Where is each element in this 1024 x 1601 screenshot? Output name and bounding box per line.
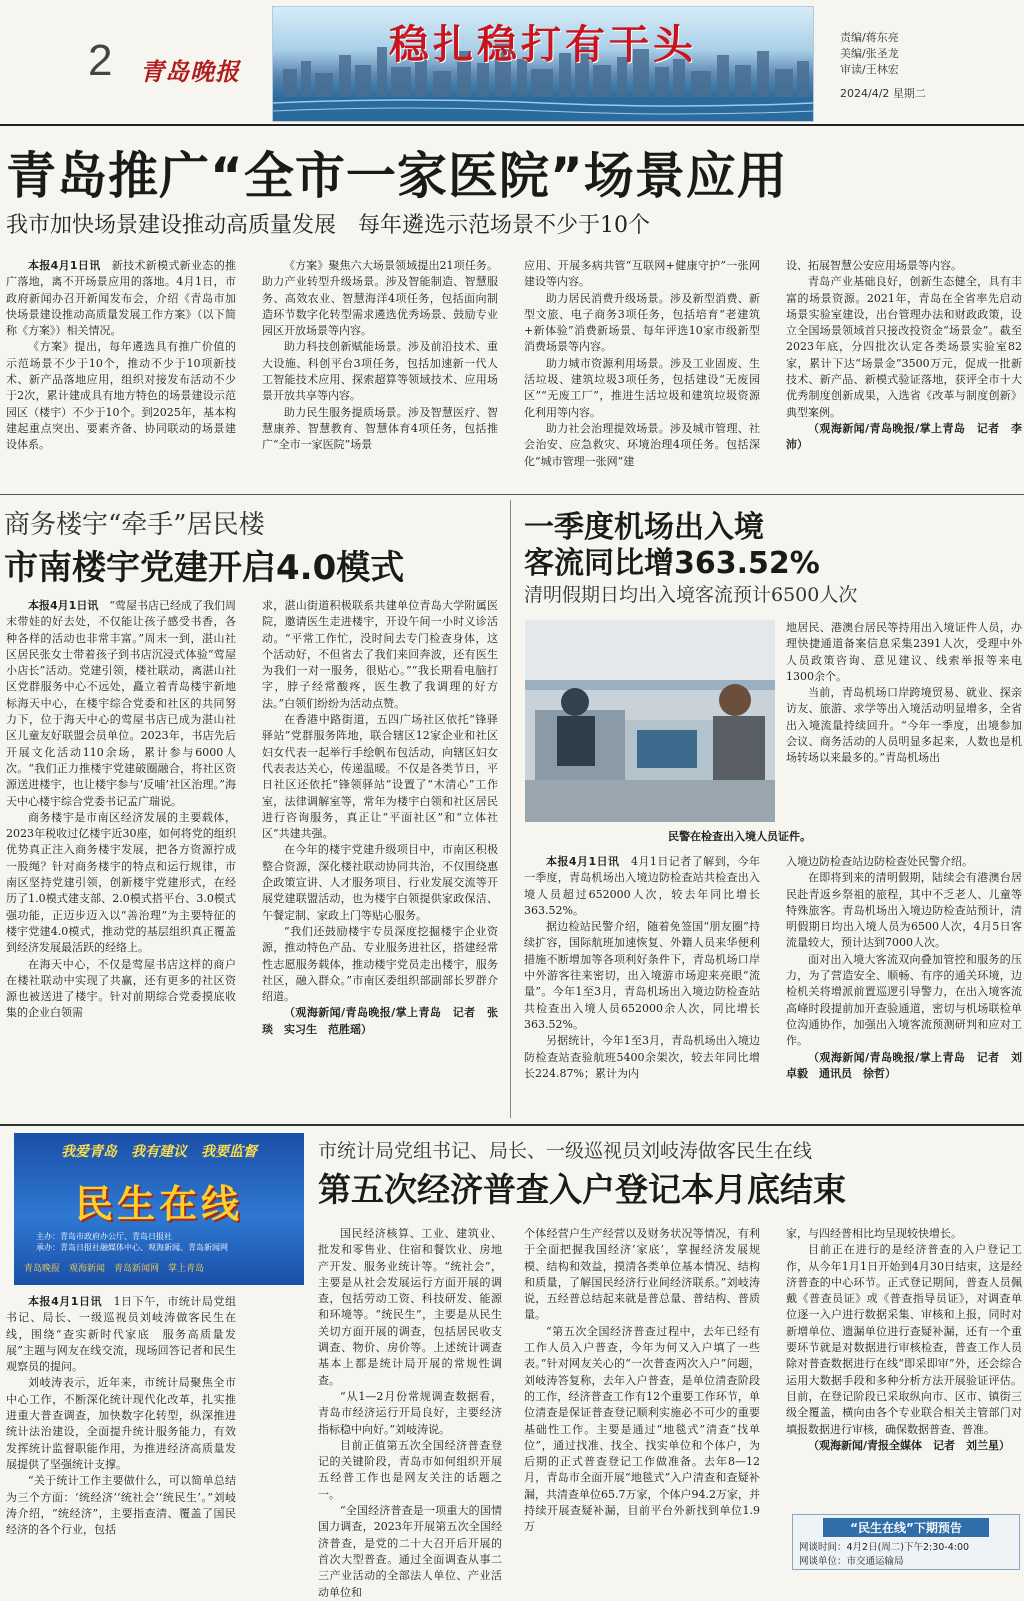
lead-column-4	[786, 258, 1022, 486]
paragraph: 在海天中心，不仅是莺屋书店这样的商户在楼社联动中实现了共赢，还有更多的社区资源也被送进了楼宇。针对前期综合党委摸底收集的企业白领需	[6, 957, 236, 1020]
paragraph: 商务楼宇是市南区经济发展的主要载体，2023年税收过亿楼宇近30座，如何将党的组织优势真正注入商务楼宇发展，把各方资源拧成一股绳？针对商务楼宇的特点和运行规律，市南区坚持党建引领，创新楼宇党建形式，在经历了1.0模式建支部、2.0模式搭平台、3.0模式强功能，正迈步迈入以“善治理”为主要特征的楼宇党建4.0模式，推动党的基层组织真正覆盖到经济发展最活跃的经络上。	[6, 810, 236, 955]
paragraph: 据边检站民警介绍，随着免签国“朋友圈”持续扩容，国际航班加速恢复、外籍人员来华便利措施不断增加等各项利好条件下，青岛机场口岸中外游客往来密切，出入境游市场迎来亮眼“流量”。今年1至3月，青岛机场出入境边防检查站共检查出入境人员652000余人次，同比增长363.52%。	[524, 920, 760, 1031]
notice-time: 网谈时间：4月2日(周二)下午2:30-4:00	[799, 1542, 970, 1553]
story3-headline-line2: 客流同比增363.52%	[524, 546, 820, 581]
issue-date: 2024/4/2 星期二	[840, 87, 926, 100]
paragraph: 另据统计，今年1至3月，青岛机场出入境边防检查站查验航班5400余架次，较去年同比增长224.87%；累计为内	[524, 1034, 760, 1080]
paragraph: “第五次全国经济普查过程中，去年已经有工作人员入户普查，今年为何又入户填了一些表。”针对网友关心的“一次普查两次入户”问题，刘岐涛答复称，去年入户普查，是单位清查阶段的工作，经济普查工作有12个重要工作环节，单位清查是保证普查登记顺利实施必不可少的重要基础性工作。主要是通过“地毯式”清查“找单位”，通过找准、找全、找实单位和个体户，为后期的正式普查登记工作做准备。去年8—12月，青岛市全面开展“地毯式”入户清查和查疑补漏，共清查单位65.7万家，个体户94.2万家，并持续开展查疑补漏，目前平台外新找到单位1.9万	[524, 1324, 760, 1534]
story2-headline: 市南楼宇党建开启4.0模式	[4, 548, 405, 588]
promo-organizers	[36, 1231, 294, 1253]
paragraph: 4月1日记者了解到，今年一季度，青岛机场出入境边防检查站共检查出入境人员超过652000人次，较去年同比增长363.52%。	[524, 855, 761, 917]
paragraph: 设、拓展智慧公安应用场景等内容。	[786, 259, 962, 272]
promo-title: 民生在线	[74, 1182, 243, 1226]
paragraph: 新技术新模式新业态的推广落地，离不开场景应用的落地。4月1日，市政府新闻办召开新闻发布会，介绍《青岛市加快场景建设推动高质量发展工作方案》（以下简称《方案》）相关情况。	[6, 259, 237, 338]
proofreader-name: 审读/王林宏	[840, 63, 899, 76]
paragraph: 《方案》聚焦六大场景领域提出21项任务。助力产业转型升级场景。涉及智能制造、智慧服务、高效农业、智慧海洋4项任务，包括面向制造环节数字化转型需求遴选优秀场景、鼓励专业园区开放场景等内容。	[262, 259, 498, 338]
paragraph: “关于统计工作主要做什么，可以简单总结为三个方面：‘统经济’‘统社会’‘统民生’。”刘岐涛介绍，“统经济”，主要指查清、覆盖了国民经济的各个行业，包括	[6, 1474, 236, 1537]
story4-column-2	[318, 1226, 502, 1599]
designer-name: 美编/张圣龙	[840, 47, 899, 60]
paragraph: 求，湛山街道积极联系共建单位青岛大学附属医院，邀请医生走进楼宇，开设午间一小时义诊活动。“平常工作忙，没时间去专门检查身体，这个活动好，不但省去了我们来回奔波，还有医生为我们一对一服务，很贴心。”“我长期看电脑打字，脖子经常酸疼，医生教了我调理的好方法。”白领们纷纷为活动点赞。	[262, 599, 498, 710]
story4-column-4	[786, 1226, 1022, 1510]
story4-kicker: 市统计局党组书记、局长、一级巡视员刘岐涛做客民生在线	[318, 1140, 813, 1162]
paragraph: 在香港中路街道，五四广场社区依托“锋驿驿站”党群服务阵地，联合辖区12家企业和社区妇女代表一起举行手绘帆布包活动，向辖区妇女代表表达关心，传递温暖。不仅是各类节日，平日社区还依托“锋领驿站”设置了“木清心”工作室，法律调解室等，常年为楼宇白领和社区居民进行咨询服务，真正让“平面社区”和“立体社区”共建共强。	[262, 713, 498, 841]
byline: （观海新闻/青报全媒体 记者 刘兰星）	[808, 1438, 1011, 1452]
paragraph: 1日下午，市统计局党组书记、局长、一级巡视员刘岐涛做客民生在线，围绕“查实新时代家底 服务高质量发展”主题与网友在线交流，现场回答记者和民生观察员的提问。	[6, 1295, 237, 1374]
editor-name: 责编/蒋东亮	[840, 31, 899, 44]
paragraph: 面对出入境大客流双向叠加管控和服务的压力，为了营造安全、顺畅、有序的通关环境，边检机关将增派前置巡逻引导警力，在出入境客流高峰时段提前加开查验通道，密切与机场联检单位沟通协作，加强出入境客流预测研判和应对工作。	[786, 952, 1022, 1048]
story4-column-1	[6, 1294, 236, 1570]
byline: （观海新闻/青岛晚报/掌上青岛 记者 刘卓毅 通讯员 徐哲）	[786, 1050, 1022, 1080]
story2-column-1	[6, 598, 236, 1116]
paragraph: 国民经济核算、工业、建筑业、批发和零售业、住宿和餐饮业、房地产开发、服务业统计等。“统社会”，主要是从社会发展运行方面开展的调查，包括劳动工资、科技研发、能源和环境等。“统民生”，主要是从民生关切方面开展的调查，包括居民收支调查、物价、房价等。上述统计调查基本上都是统计局开展的常规性调查。	[318, 1227, 502, 1387]
byline: （观海新闻/青岛晚报/掌上青岛 记者 张琰 实习生 范胜瑶）	[262, 1006, 498, 1036]
paragraph: 当前，青岛机场口岸跨境贸易、就业、探亲访友、旅游、求学等出入境活动明显增多，全省出入境流量持续回升。“今年一季度，出境参加会议、商务活动的人员明显多起来，人数也是机场转场以来最多的。”青岛机场出	[786, 686, 1022, 765]
photo-caption: 民警在检查出入境人员证件。	[668, 830, 811, 843]
story3-column-b	[786, 854, 1022, 1116]
dateline: 本报4月1日讯	[546, 855, 620, 868]
section-divider	[0, 1124, 1024, 1126]
lead-subheadline: 我市加快场景建设推动高质量发展 每年遴选示范场景不少于10个	[6, 213, 650, 238]
paragraph: 应用、开展多病共管“互联网+健康守护”一张网建设等内容。	[524, 259, 760, 289]
editor-credits	[840, 30, 926, 102]
paragraph: 目前正值第五次全国经济普查登记的关键阶段，青岛市如何组织开展五经普工作也是网友关注的话题之一。	[318, 1438, 502, 1501]
paragraph: 地居民、港澳台居民等持用出入境证件人员，办理快捷通道备案信息采集2391人次，受理中外人员政策咨询、意见建议、线索举报等来电1300余个。	[786, 621, 1022, 683]
promo-host: 主办：青岛市政府办公厅、青岛日报社	[36, 1232, 172, 1241]
story4-column-3	[524, 1226, 760, 1570]
masthead-banner	[272, 6, 814, 122]
column-rule	[510, 500, 511, 1118]
paragraph: 助力居民消费升级场景。涉及新型消费、新型文旅、电子商务3项任务，包括培育“老建筑+新体验”消费新场景、每年评选10家市级新型消费场景等内容。	[524, 291, 760, 354]
newspaper-logo: 青岛晚报	[140, 57, 240, 86]
paragraph: 刘岐涛表示，近年来，市统计局聚焦全市中心工作，不断深化统计现代化改革，扎实推进重大普查调查，加快数字化转型，纵深推进统计法治建设，全面提升统计服务能力，有效发挥统计监督职能作用，为推进经济高质量发展提供了坚强统计支撑。	[6, 1376, 236, 1471]
paragraph: “莺屋书店已经成了我们周末带娃的好去处，不仅能让孩子感受书香，各种各样的活动也非常丰富。”周末一到，湛山社区居民张女士带着孩子到书店沉浸式体验“莺屋小店长”活动。党建引领，楼社联动，离湛山社区党群服务中心不远处，矗立着青岛楼宇新地标海天中心，在楼宇综合党委和社区的共同努力下，位于海天中心的莺屋书店已成为湛山社区儿童友好联盟会员单位。2023年，书店先后开展文化活动110余场，累计参与6000人次。“我们正力推楼宇党建破圈融合，将社区资源送进楼宇，也让楼宇参与‘反哺’社区治理。”海天中心楼宇综合党委书记孟广瑞说。	[6, 599, 237, 808]
paragraph: 助力社会治理提效场景。涉及城市管理、社会治安、应急救灾、环境治理4项任务。包括深化“城市管理一张网”建	[524, 421, 760, 468]
story3-column-a	[524, 854, 760, 1116]
notice-title: “民生在线”下期预告	[823, 1518, 989, 1537]
promo-org: 承办：青岛日报社融媒体中心、观海新闻、青岛新闻网	[36, 1243, 228, 1252]
paragraph: 助力城市资源利用场景。涉及工业固废、生活垃圾、建筑垃圾3项任务，包括建设“无废园区”“无废工厂”，推进生活垃圾和建筑垃圾资源化利用等内容。	[524, 356, 760, 419]
masthead-divider	[0, 124, 1024, 126]
story2-column-2	[262, 598, 498, 1116]
paragraph: “从1—2月份常规调查数据看，青岛市经济运行开局良好，主要经济指标稳中向好。”刘岐涛说。	[318, 1389, 502, 1436]
dateline: 本报4月1日讯	[28, 1295, 103, 1308]
lead-column-1	[6, 258, 236, 486]
paragraph: 个体经营户生产经营以及财务状况等情况，有利于全面把握我国经济‘家底’，掌握经济发展规模、结构和效益，摸清各类单位基本情况、结构和质量，了解国民经济行业间经济联系。”刘岐涛说，五经普总结起来就是普总量、普结构、普质量。	[524, 1227, 760, 1322]
lead-column-3	[524, 258, 760, 486]
paragraph: 入境边防检查站边防检查处民警介绍。	[786, 855, 973, 868]
story3-subheadline: 清明假期日均出入境客流预计6500人次	[524, 584, 858, 606]
paragraph: 在今年的楼宇党建升级项目中，市南区积极整合资源，深化楼社联动协同共治，不仅围绕惠企政策宣讲、人才服务项目、行业发展交流等开展党建联盟活动，也为楼宇白领提供家政保洁、午餐定制、家政上门等贴心服务。	[262, 843, 498, 922]
paragraph: 《方案》提出，每年遴选具有推广价值的示范场景不少于10个，推动不少于10项新技术、新产品落地应用，组织对接发布活动不少于2次，累计建成具有地方特色的场景建设示范园区（楼宇）不少于10个。到2025年，基本构建起重点突出、要素齐备、协同联动的场景建设体系。	[6, 340, 236, 452]
promo-slogan: 我爱青岛 我有建议 我要监督	[61, 1144, 257, 1160]
paragraph: 家，与四经普相比均呈现较快增长。	[786, 1227, 962, 1240]
byline: （观海新闻/青岛晚报/掌上青岛 记者 李沛）	[786, 421, 1022, 452]
border-check-photo	[525, 620, 775, 822]
banner-title: 稳扎稳打有干头	[389, 21, 697, 68]
section-divider	[0, 494, 1024, 495]
paragraph: “全国经济普查是一项重大的国情国力调查，2023年开展第五次全国经济普查，是党的二十大召开后开展的首次大型普查。通过全面调查从事二三产业活动的全部法人单位、产业活动单位和	[318, 1504, 502, 1599]
paragraph: 青岛产业基础良好，创新生态健全，具有丰富的场景资源。2021年，青岛在全省率先启动场景实验室建设，出台管理办法和财政政策，设立全国场景领域首只接改投资金“场景金”。截至2023年底，分四批次认定各类场景实验室82家，累计下达“场景金”3500万元，促成一批新技术、新产品、新模式验证落地，获评全市十大优秀制度创新成果，入选省《改革与制度创新》典型案例。	[786, 275, 1022, 419]
paragraph: 助力科技创新赋能场景。涉及前沿技术、重大设施、科创平台3项任务，包括加速新一代人工智能技术应用、探索超算等领域技术、应用场景开放共享等内容。	[262, 340, 498, 403]
dateline: 本报4月1日讯	[28, 599, 99, 612]
page-number: 2	[88, 36, 113, 85]
minsheng-online-promo	[14, 1133, 304, 1285]
notice-unit: 网谈单位：市交通运输局	[799, 1556, 904, 1567]
story3-right-top	[786, 620, 1022, 852]
next-episode-notice	[792, 1514, 1020, 1570]
paragraph: 目前正在进行的是经济普查的入户登记工作，从今年1月1日开始到4月30日结束，这是经济普查的中心环节。正式登记期间，普查人员佩戴《普查员证》或《普查指导员证》，对调查单位逐一入户进行数据采集、审核和上报，同时对新增单位、遗漏单位进行查疑补漏，还有一个重要环节就是对数据进行审核检查，普查工作人员除对普查数据进行在线“即采即审”外，还会综合运用大数据手段和多种分析方法开展验证评估。目前，在登记阶段已采取纵向市、区市、镇街三级全覆盖，横向由各个专业联合相关主管部门对填报数据进行审核，确保数据普查、普准。	[786, 1243, 1022, 1436]
paragraph: “我们还鼓励楼宇专员深度挖掘楼宇企业资源，推动特色产品、专业服务进社区，搭建经常性志愿服务载体，推动楼宇党员走出楼宇，服务社区，融入群众。”市南区委组织部副部长罗群介绍道。	[262, 924, 498, 1004]
paragraph: 助力民生服务提质场景。涉及智慧医疗、智慧康养、智慧教育、智慧体育4项任务，包括推广“全市一家医院”场景	[262, 405, 498, 452]
story2-kicker: 商务楼宇“牵手”居民楼	[4, 510, 265, 540]
story4-headline: 第五次经济普查入户登记本月底结束	[318, 1170, 846, 1209]
paragraph: 在即将到来的清明假期，陆续会有港澳台居民赴青返乡祭祖的旅程，其中不乏老人、儿童等特殊旅客。青岛机场出入境边防检查站预计，清明假期日均出入境人员为6500人次，4月5日客流量较大，预计达到7000人次。	[786, 871, 1022, 950]
lead-headline: 青岛推广“全市一家医院”场景应用	[6, 147, 788, 205]
dateline: 本报4月1日讯	[28, 259, 101, 272]
story3-headline-line1: 一季度机场出入境	[524, 510, 764, 545]
promo-media-logos: 青岛晚报 观海新闻 青岛新闻网 掌上青岛	[24, 1264, 205, 1274]
lead-column-2	[262, 258, 498, 486]
